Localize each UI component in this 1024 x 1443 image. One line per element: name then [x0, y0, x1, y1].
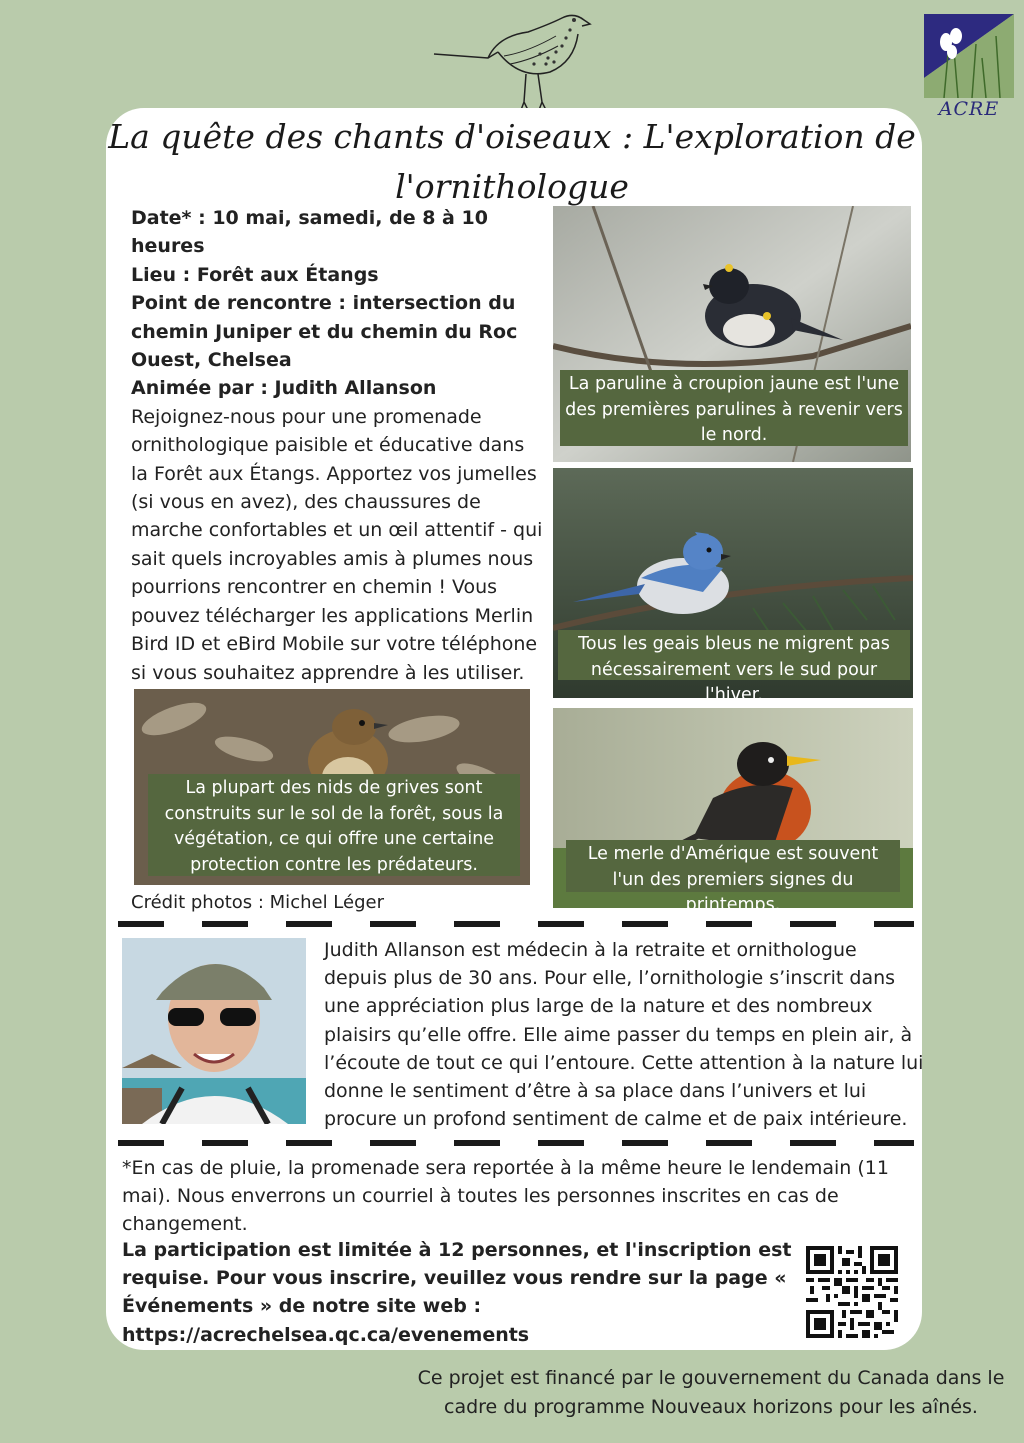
- warbler-caption: La paruline à croupion jaune est l'une des premières parulines à revenir vers le nord.: [560, 370, 908, 446]
- leader-portrait: [122, 938, 306, 1124]
- registration-info: [122, 1236, 794, 1349]
- acre-logo: [924, 14, 1014, 122]
- rain-note: *En cas de pluie, la promenade sera reportée à la même heure le lendemain (11 mai). Nous enverrons un courriel à toutes les personnes inscrites en cas de changement.: [122, 1157, 889, 1236]
- registration-link[interactable]: https://acrechelsea.qc.ca/evenements: [122, 1323, 530, 1346]
- event-leader: Animée par : Judith Allanson: [131, 377, 437, 400]
- iris-logo-icon: [924, 14, 1014, 98]
- event-location: Lieu : Forêt aux Étangs: [131, 263, 379, 286]
- robin-caption: Le merle d'Amérique est souvent l'un des premiers signes du printemps.: [566, 840, 900, 892]
- thrush-caption: La plupart des nids de grives sont construits sur le sol de la forêt, sous la végétation, ce qui offre une certaine protection contre les prédateurs.: [148, 774, 520, 876]
- qr-code[interactable]: [806, 1246, 898, 1338]
- event-meeting-point: Point de rencontre : intersection du chemin Juniper et du chemin du Roc Ouest, Chelsea: [131, 292, 518, 372]
- funding-note: Ce projet est financé par le gouvernement du Canada dans le cadre du programme Nouveaux horizons pour les aînés.: [417, 1367, 1005, 1418]
- event-description: Rejoignez-nous pour une promenade ornithologique paisible et éducative dans la Forêt aux Étangs. Apportez vos jumelles (si vous en avez), des chaussures de marche confortables et un œil attentif - qui sait quels incroyables amis à plumes nous pourrions rencontrer en chemin ! Vous pouvez télécharger les applications Merlin Bird ID et eBird Mobile sur votre téléphone si vous souhaitez apprendre à les utiliser.: [131, 405, 543, 684]
- event-date: Date* : 10 mai, samedi, de 8 à 10 heures: [131, 207, 488, 258]
- photo-credit: Crédit photos : Michel Léger: [131, 892, 384, 913]
- event-info: [131, 204, 547, 687]
- logo-text: ACRE: [938, 98, 1000, 120]
- divider-bottom: [118, 1140, 914, 1146]
- divider-top: [118, 921, 914, 927]
- page-title: La quête des chants d'oiseaux : L'exploration de l'ornithologue: [108, 117, 916, 206]
- blue-jay-caption: Tous les geais bleus ne migrent pas nécessairement vers le sud pour l'hiver.: [558, 630, 910, 680]
- registration-text: La participation est limitée à 12 personnes, et l'inscription est requise. Pour vous inscrire, veuillez vous rendre sur la page « Événements » de notre site web :: [122, 1239, 792, 1318]
- leader-bio: Judith Allanson est médecin à la retraite et ornithologue depuis plus de 30 ans. Pour elle, l’ornithologie s’inscrit dans une appréciation plus large de la nature et des nombreux plaisirs qu’elle offre. Elle aime passer du temps en plein air, à l’écoute de tout ce qui l’entoure. Cette attention à la nature lui donne le sentiment d’être à sa place dans l’univers et lui procure un profond sentiment de calme et de paix intérieure.: [324, 939, 924, 1131]
